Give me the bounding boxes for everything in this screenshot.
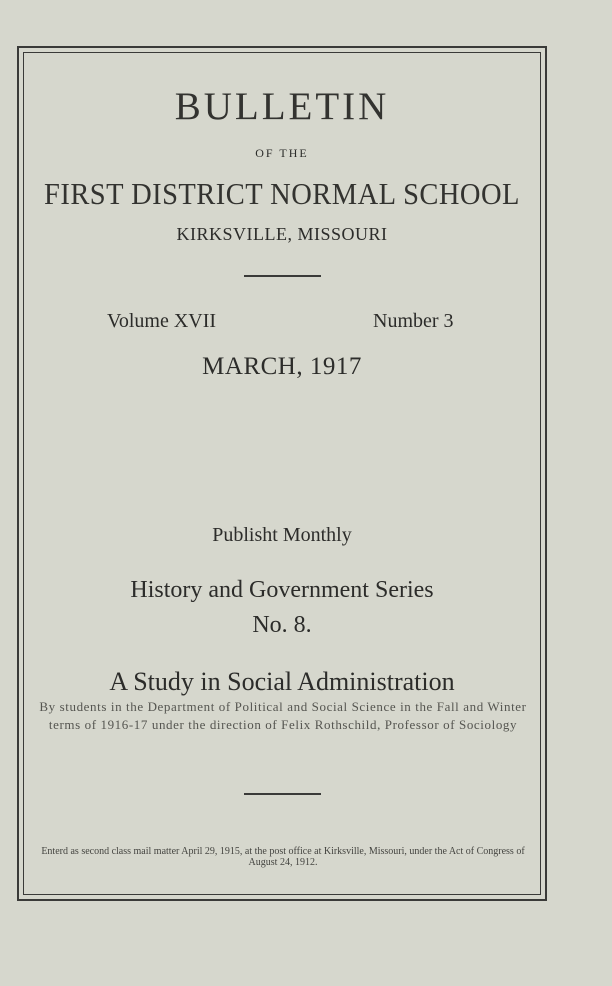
number-label: Number 3	[373, 310, 454, 332]
location-label: KIRKSVILLE, MISSOURI	[176, 224, 388, 244]
bulletin-title: BULLETIN	[174, 85, 390, 128]
series-number: No. 8.	[252, 612, 312, 638]
issue-date: MARCH, 1917	[202, 353, 362, 380]
series-title: History and Government Series	[130, 577, 434, 603]
institution-name: FIRST DISTRICT NORMAL SCHOOL	[44, 176, 520, 211]
frequency-label: Publisht Monthly	[212, 524, 352, 546]
mail-notice: Enterd as second class mail matter April 29, 1915, at the post office at Kirksville, Missouri, under the Act of Congress of August 24, 1912.	[41, 846, 525, 868]
volume-label: Volume XVII	[107, 310, 217, 332]
divider-bottom	[244, 793, 321, 795]
study-title: A Study in Social Administration	[109, 667, 455, 696]
study-byline: By students in the Department of Political and Social Science in the Fall and Winter terms of 1916-17 under the direction of Felix Rothschild, Professor of Sociology	[39, 699, 527, 732]
of-the-label: OF THE	[255, 146, 309, 160]
divider-top	[244, 275, 321, 277]
